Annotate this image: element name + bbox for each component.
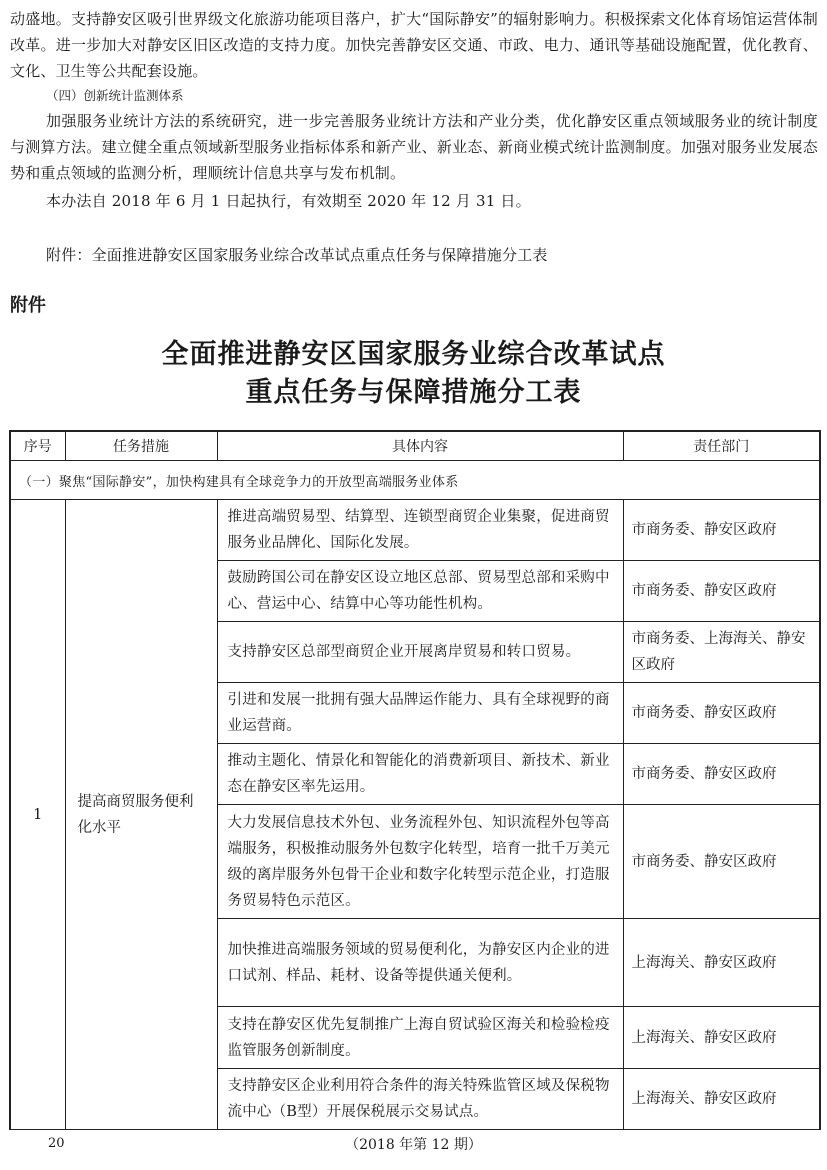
header-content: 具体内容 bbox=[217, 431, 623, 461]
content-cell: 推动主题化、情景化和智能化的消费新项目、新技术、新业态在静安区率先运用。 bbox=[217, 744, 623, 805]
content-cell: 支持静安区总部型商贸企业开展离岸贸易和转口贸易。 bbox=[217, 622, 623, 683]
table-title-line-2: 重点任务与保障措施分工表 bbox=[245, 377, 582, 408]
attachment-label: 附件 bbox=[10, 295, 46, 316]
task-allocation-table bbox=[9, 430, 821, 1130]
table-title-line-1: 全面推进静安区国家服务业综合改革试点 bbox=[161, 339, 666, 370]
issue-label: （2018 年第 12 期） bbox=[345, 1137, 482, 1153]
department-cell: 上海海关、静安区政府 bbox=[623, 1069, 820, 1130]
paragraph-statistics: 加强服务业统计方法的系统研究，进一步完善服务业统计方法和产业分类，优化静安区重点领域服务业的统计制度与测算方法。建立健全重点领域新型服务业指标体系和新产业、新业态、新商业模式统计监测制度。加强对服务业发展态势和重点领域的监测分析，理顺统计信息共享与发布机制。 bbox=[10, 112, 818, 182]
page-number: 20 bbox=[48, 1136, 65, 1151]
content-cell: 鼓励跨国公司在静安区设立地区总部、贸易型总部和采购中心、营运中心、结算中心等功能性机构。 bbox=[217, 561, 623, 622]
header-number: 序号 bbox=[10, 431, 65, 461]
department-cell: 上海海关、静安区政府 bbox=[623, 919, 820, 1007]
content-cell: 引进和发展一批拥有强大品牌运作能力、具有全球视野的商业运营商。 bbox=[217, 683, 623, 744]
content-cell: 大力发展信息技术外包、业务流程外包、知识流程外包等高端服务，积极推动服务外包数字化转型，培育一批千万美元级的离岸服务外包骨干企业和数字化转型示范企业，打造服务贸易特色示范区。 bbox=[217, 805, 623, 919]
section-title: （一）聚焦“国际静安”，加快构建具有全球竞争力的开放型高端服务业体系 bbox=[10, 461, 820, 500]
header-department: 责任部门 bbox=[623, 431, 820, 461]
row-number: 1 bbox=[10, 500, 65, 1130]
content-cell: 加快推进高端服务领域的贸易便利化，为静安区内企业的进口试剂、样品、耗材、设备等提供通关便利。 bbox=[217, 919, 623, 1007]
content-cell: 支持静安区企业利用符合条件的海关特殊监管区域及保税物流中心（B型）开展保税展示交易试点。 bbox=[217, 1069, 623, 1130]
table-header-row bbox=[10, 431, 820, 461]
table-row bbox=[10, 500, 820, 561]
task-measure: 提高商贸服务便利化水平 bbox=[65, 500, 217, 1130]
header-task: 任务措施 bbox=[65, 431, 217, 461]
paragraph-infrastructure: 动盛地。支持静安区吸引世界级文化旅游功能项目落户，扩大“国际静安”的辐射影响力。积极探索文化体育场馆运营体制改革。进一步加大对静安区旧区改造的支持力度。加快完善静安区交通、市政、电力、通讯等基础设施配置，优化教育、文化、卫生等公共配套设施。 bbox=[10, 10, 818, 80]
paragraph-attachment-note: 附件：全面推进静安区国家服务业综合改革试点重点任务与保障措施分工表 bbox=[46, 246, 548, 264]
content-cell: 推进高端贸易型、结算型、连锁型商贸企业集聚，促进商贸服务业品牌化、国际化发展。 bbox=[217, 500, 623, 561]
table-section-row bbox=[10, 461, 820, 500]
paragraph-effective-date: 本办法自 2018 年 6 月 1 日起执行，有效期至 2020 年 12 月 31 日。 bbox=[46, 192, 531, 210]
department-cell: 市商务委、静安区政府 bbox=[623, 805, 820, 919]
department-cell: 市商务委、静安区政府 bbox=[623, 500, 820, 561]
department-cell: 市商务委、静安区政府 bbox=[623, 561, 820, 622]
department-cell: 市商务委、上海海关、静安区政府 bbox=[623, 622, 820, 683]
department-cell: 市商务委、静安区政府 bbox=[623, 683, 820, 744]
section-heading-statistics: （四）创新统计监测体系 bbox=[46, 88, 184, 103]
content-cell: 支持在静安区优先复制推广上海自贸试验区海关和检验检疫监管服务创新制度。 bbox=[217, 1007, 623, 1069]
department-cell: 上海海关、静安区政府 bbox=[623, 1007, 820, 1069]
department-cell: 市商务委、静安区政府 bbox=[623, 744, 820, 805]
